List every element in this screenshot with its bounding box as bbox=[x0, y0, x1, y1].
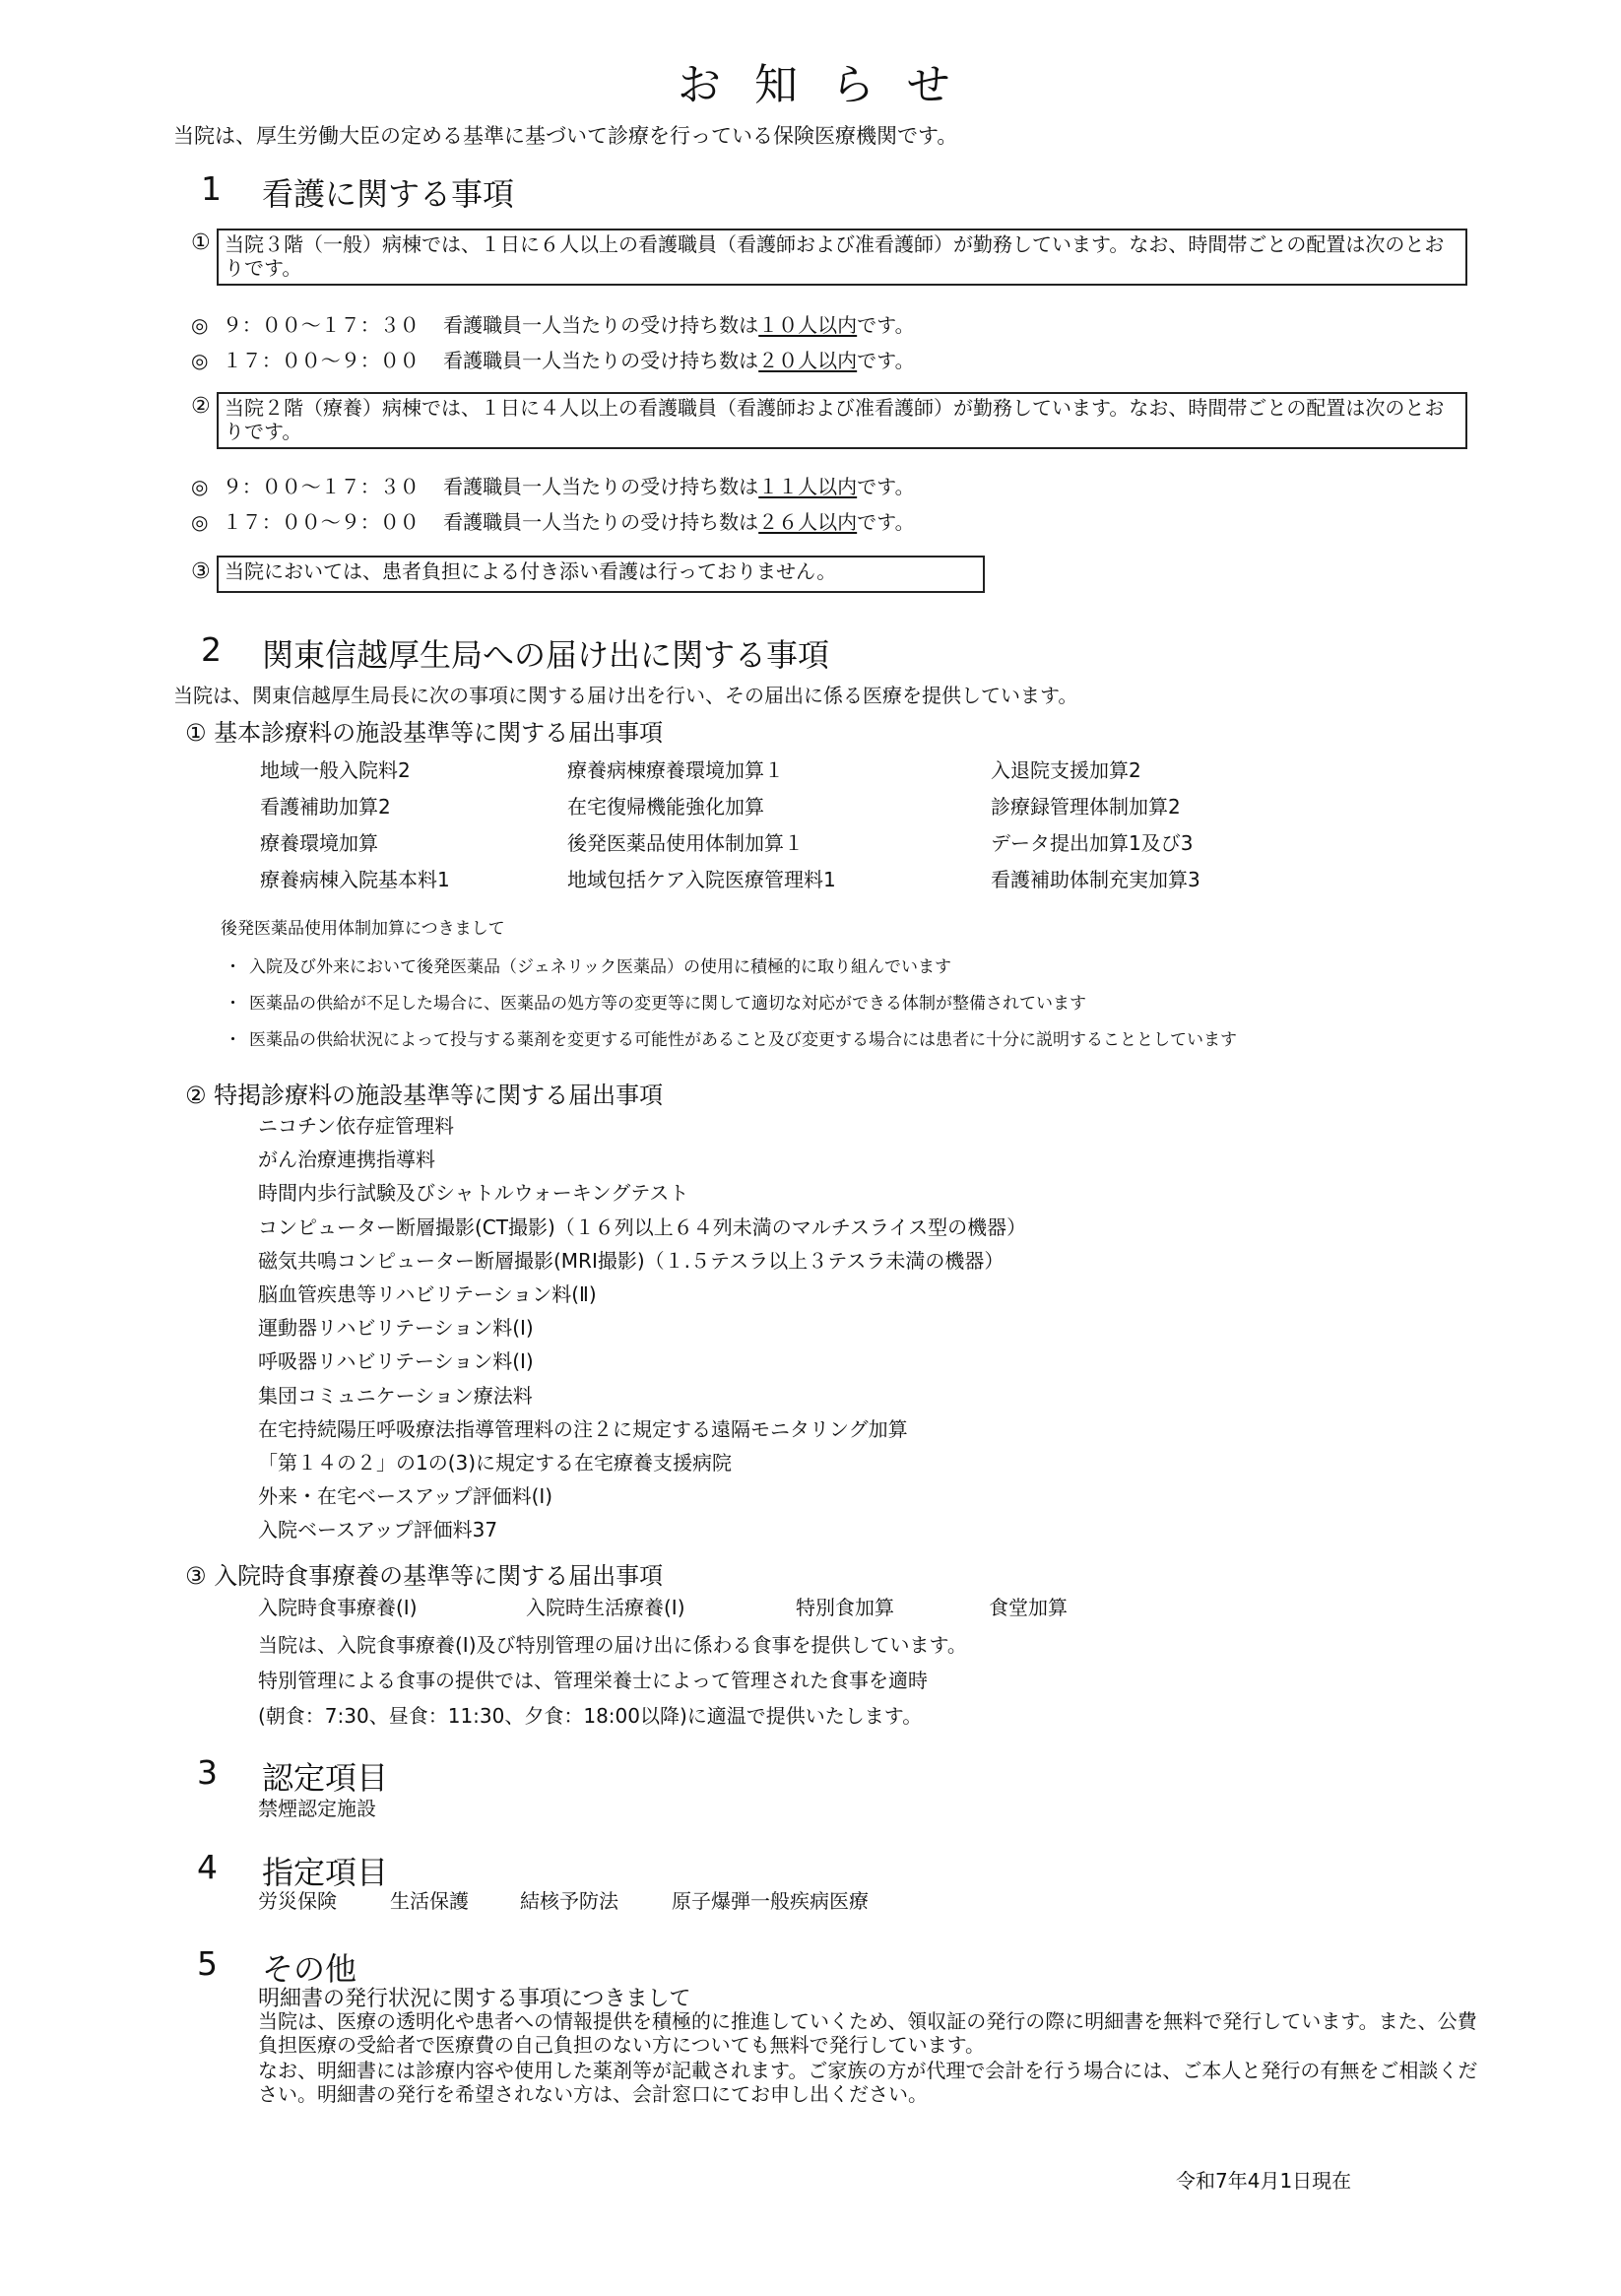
ratio-label: 看護職員一人当たりの受け持ち数は bbox=[443, 313, 759, 337]
item2-mark: ② bbox=[191, 394, 211, 419]
item2-row1 bbox=[191, 471, 915, 499]
list-item: 時間内歩行試験及びシャトルウォーキングテスト bbox=[258, 1181, 689, 1206]
ratio-label: 看護職員一人当たりの受け持ち数は bbox=[443, 475, 759, 498]
section4-item-3: 結核予防法 bbox=[520, 1889, 618, 1913]
list-item: ニコチン依存症管理料 bbox=[258, 1114, 454, 1138]
list-item: 磁気共鳴コンピューター断層撮影(MRI撮影)（１.５テスラ以上３テスラ未満の機器） bbox=[258, 1248, 1005, 1273]
section2-heading: 関東信越厚生局への届け出に関する事項 bbox=[262, 636, 830, 674]
list-item: 地域一般入院料2 bbox=[260, 758, 411, 782]
generic-drug-bullets bbox=[225, 950, 1237, 1059]
list-item: 療養環境加算 bbox=[260, 831, 378, 855]
text-line: 当院は、入院食事療養(Ⅰ)及び特別管理の届け出に係わる食事を提供しています。 bbox=[258, 1633, 967, 1657]
sub1-heading: ① 基本診療料の施設基準等に関する届出事項 bbox=[185, 719, 664, 747]
list-item: 療養病棟入院基本料1 bbox=[260, 868, 450, 891]
section3-heading: 認定項目 bbox=[262, 1759, 389, 1797]
sub3-heading: ③ 入院時食事療養の基準等に関する届出事項 bbox=[185, 1562, 664, 1590]
time-range: １７：００～９：００ bbox=[222, 349, 420, 372]
list-item: 看護補助体制充実加算3 bbox=[991, 868, 1200, 891]
section4-item-1: 労災保険 bbox=[258, 1889, 337, 1913]
time-range: １７：００～９：００ bbox=[222, 510, 420, 534]
bullet-icon: ・ bbox=[225, 994, 241, 1014]
item3-box bbox=[217, 556, 985, 593]
section1-number: 1 bbox=[201, 169, 222, 208]
text-line: 特別管理による食事の提供では、管理栄養士によって管理された食事を適時 bbox=[258, 1669, 928, 1692]
sub3-item-2: 入院時生活療養(Ⅰ) bbox=[526, 1596, 685, 1619]
ratio-value: １１人以内 bbox=[758, 475, 858, 498]
list-item: ・ 入院及び外来において後発医薬品（ジェネリック医薬品）の使用に積極的に取り組んでいます bbox=[225, 957, 951, 977]
bullet-icon: ・ bbox=[225, 957, 241, 977]
section2-intro: 当院は、関東信越厚生局長に次の事項に関する届け出を行い、その届出に係る医療を提供しています。 bbox=[173, 684, 1078, 707]
list-item: 在宅持続陽圧呼吸療法指導管理料の注２に規定する遠隔モニタリング加算 bbox=[258, 1416, 908, 1441]
page-title: お知らせ bbox=[678, 60, 984, 110]
list-item: 在宅復帰機能強化加算 bbox=[567, 795, 764, 819]
list-item: 外来・在宅ベースアップ評価料(Ⅰ) bbox=[258, 1484, 553, 1509]
list-item: 入退院支援加算2 bbox=[991, 758, 1141, 782]
sub3-item-4: 食堂加算 bbox=[989, 1596, 1068, 1619]
ratio-label: 看護職員一人当たりの受け持ち数は bbox=[443, 510, 759, 534]
section3-number: 3 bbox=[197, 1753, 218, 1792]
item2-row2 bbox=[191, 506, 915, 535]
section1-heading: 看護に関する事項 bbox=[262, 175, 515, 213]
list-item: 呼吸器リハビリテーション料(Ⅰ) bbox=[258, 1349, 534, 1374]
list-item: 後発医薬品使用体制加算１ bbox=[567, 831, 804, 855]
item1-box bbox=[217, 229, 1467, 286]
list-item: 療養病棟療養環境加算１ bbox=[567, 758, 784, 782]
generic-drug-note-title: 後発医薬品使用体制加算につきまして bbox=[221, 919, 505, 939]
list-item: 看護補助加算2 bbox=[260, 795, 391, 819]
double-circle-mark: ◎ bbox=[191, 475, 209, 498]
double-circle-mark: ◎ bbox=[191, 349, 209, 372]
list-item: データ提出加算1及び3 bbox=[991, 831, 1194, 855]
list-item: 診療録管理体制加算2 bbox=[991, 795, 1181, 819]
ratio-suffix: です。 bbox=[857, 313, 915, 337]
item1-row2 bbox=[191, 345, 915, 373]
time-range: ９：００～１７：３０ bbox=[222, 475, 420, 498]
section4-heading: 指定項目 bbox=[262, 1854, 389, 1891]
list-item: 脳血管疾患等リハビリテーション料(Ⅱ) bbox=[258, 1282, 597, 1307]
sub3-item-1: 入院時食事療養(Ⅰ) bbox=[258, 1596, 418, 1619]
list-item: 入院ベースアップ評価料37 bbox=[258, 1518, 498, 1542]
section2-number: 2 bbox=[201, 630, 222, 669]
text-line: (朝食：7:30、昼食：11:30、夕食：18:00以降)に適温で提供いたします。 bbox=[258, 1704, 923, 1728]
list-item: 集団コミュニケーション療法料 bbox=[258, 1383, 533, 1408]
item3-mark: ③ bbox=[191, 559, 211, 584]
double-circle-mark: ◎ bbox=[191, 510, 209, 534]
sub3-item-3: 特別食加算 bbox=[796, 1596, 894, 1619]
section4-number: 4 bbox=[197, 1848, 218, 1886]
intro-text: 当院は、厚生労働大臣の定める基準に基づいて診療を行っている保険医療機関です。 bbox=[173, 124, 958, 148]
item2-box bbox=[217, 392, 1467, 449]
issue-date: 令和7年4月1日現在 bbox=[1176, 2169, 1352, 2193]
ratio-value: ２６人以内 bbox=[758, 510, 858, 534]
ratio-value: ２０人以内 bbox=[758, 349, 858, 372]
section4-item-2: 生活保護 bbox=[390, 1889, 469, 1913]
list-item: 地域包括ケア入院医療管理料1 bbox=[567, 868, 836, 891]
item2-text: 当院２階（療養）病棟では、１日に４人以上の看護職員（看護師および准看護師）が勤務しています。なお、時間帯ごとの配置は次のとおりです。 bbox=[225, 396, 1445, 443]
sub2-heading: ② 特掲診療料の施設基準等に関する届出事項 bbox=[185, 1082, 664, 1109]
ratio-label: 看護職員一人当たりの受け持ち数は bbox=[443, 349, 759, 372]
list-item: ・ 医薬品の供給状況によって投与する薬剤を変更する可能性があること及び変更する場合には患者に十分に説明することとしています bbox=[225, 1030, 1237, 1050]
sub2-list bbox=[258, 1109, 1026, 1547]
item1-row1 bbox=[191, 309, 915, 338]
section5-subheading: 明細書の発行状況に関する事項につきまして bbox=[258, 1987, 691, 2011]
section5-number: 5 bbox=[197, 1944, 218, 1983]
list-item: 運動器リハビリテーション料(Ⅰ) bbox=[258, 1316, 534, 1341]
time-range: ９：００～１７：３０ bbox=[222, 313, 420, 337]
item3-text: 当院においては、患者負担による付き添い看護は行っておりません。 bbox=[225, 559, 837, 583]
list-item: ・ 医薬品の供給が不足した場合に、医薬品の処方等の変更等に関して適切な対応ができる体制が整備されています bbox=[225, 994, 1086, 1014]
section4-item-4: 原子爆弾一般疾病医療 bbox=[672, 1889, 869, 1913]
list-item: 「第１４の２」の1の(3)に規定する在宅療養支援病院 bbox=[258, 1451, 733, 1476]
sub1-col2 bbox=[567, 753, 836, 898]
sub1-col1 bbox=[260, 753, 450, 898]
double-circle-mark: ◎ bbox=[191, 313, 209, 337]
section5-paragraph-1: 当院は、医療の透明化や患者への情報提供を積極的に推進していくため、領収証の発行の際に明細書を無料で発行しています。また、公費負担医療の受給者で医療費の自己負担のない方についても無料で発行しています。 bbox=[258, 2009, 1477, 2057]
ratio-suffix: です。 bbox=[857, 349, 915, 372]
ratio-suffix: です。 bbox=[857, 510, 915, 534]
ratio-value: １０人以内 bbox=[758, 313, 858, 337]
list-item: がん治療連携指導料 bbox=[258, 1148, 435, 1172]
list-item: コンピューター断層撮影(CT撮影)（１６列以上６４列未満のマルチスライス型の機器） bbox=[258, 1214, 1027, 1239]
sub3-lines bbox=[258, 1627, 967, 1734]
section5-heading: その他 bbox=[262, 1950, 357, 1988]
bullet-icon: ・ bbox=[225, 1030, 241, 1050]
item1-mark: ① bbox=[191, 230, 211, 255]
section5-paragraph-2: なお、明細書には診療内容や使用した薬剤等が記載されます。ご家族の方が代理で会計を行う場合には、ご本人と発行の有無をご相談ください。明細書の発行を希望されない方は、会計窓口にてお申し出ください。 bbox=[258, 2059, 1478, 2106]
sub1-col3 bbox=[991, 753, 1200, 898]
ratio-suffix: です。 bbox=[857, 475, 915, 498]
item1-text: 当院３階（一般）病棟では、１日に６人以上の看護職員（看護師および准看護師）が勤務しています。なお、時間帯ごとの配置は次のとおりです。 bbox=[225, 232, 1445, 280]
section3-item: 禁煙認定施設 bbox=[258, 1797, 376, 1820]
